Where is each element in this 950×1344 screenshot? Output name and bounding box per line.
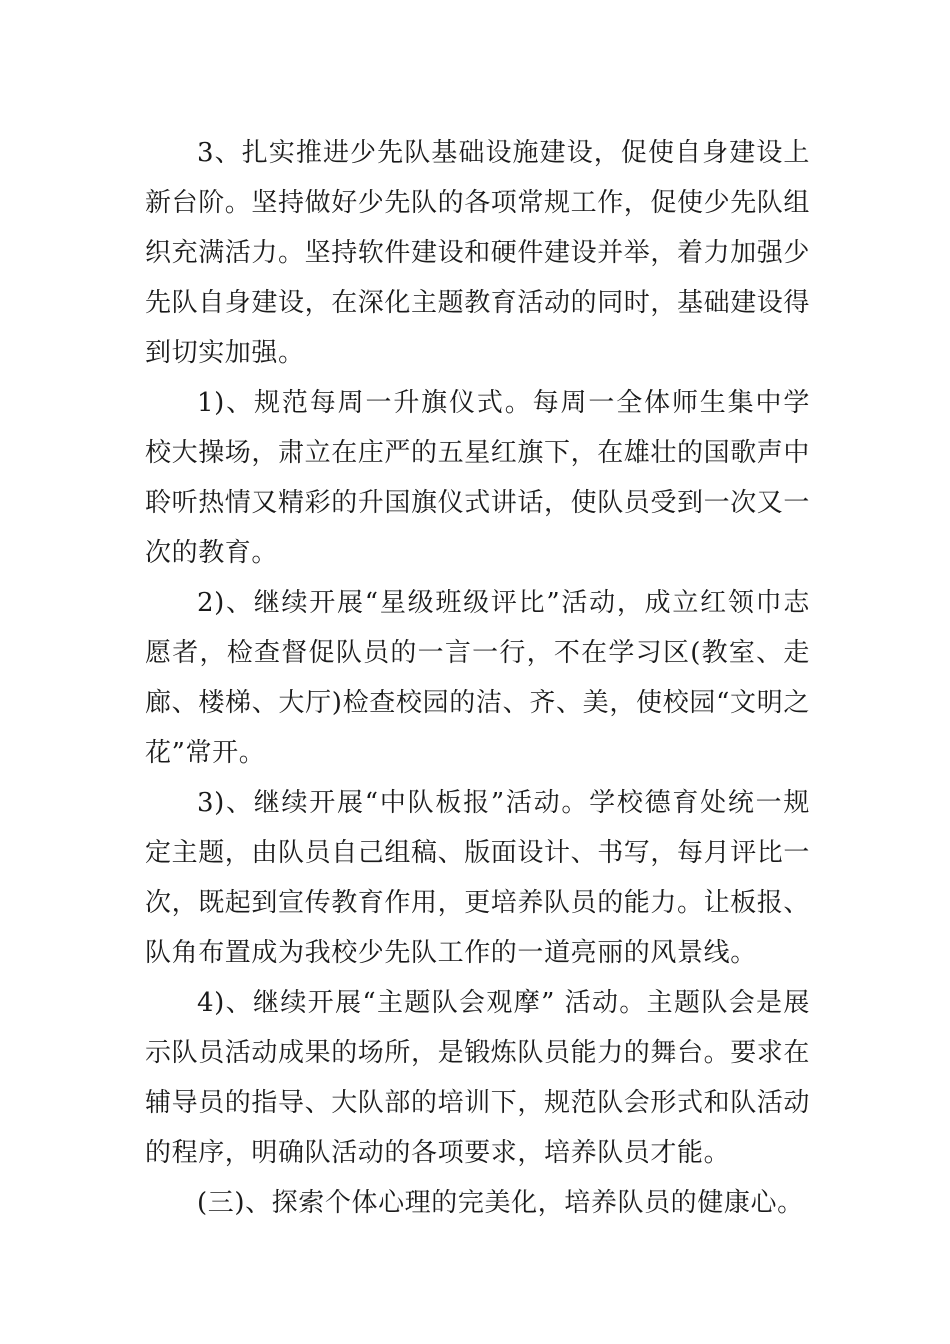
- paragraph-star-class: 2)、继续开展“星级班级评比”活动，成立红领巾志愿者，检查督促队员的一言一行，不在学习区(教室、走廊、楼梯、大厅)检查校园的洁、齐、美，使校园“文明之花”常开。: [145, 588, 810, 768]
- paragraph-theme-meeting: 4)、继续开展“主题队会观摩” 活动。主题队会是展示队员活动成果的场所，是锻炼队员能力的舞台。要求在辅导员的指导、大队部的培训下，规范队会形式和队活动的程序，明确队活动的各项要求，培养队员才能。: [145, 988, 811, 1168]
- document-body: [145, 128, 810, 1228]
- paragraph-flag-ceremony: 1)、规范每周一升旗仪式。每周一全体师生集中学校大操场，肃立在庄严的五星红旗下，在雄壮的国歌声中聆听热情又精彩的升国旗仪式讲话，使队员受到一次又一次的教育。: [145, 388, 811, 568]
- paragraph-section-three: (三)、探索个体心理的完美化，培养队员的健康心。: [197, 1188, 804, 1218]
- paragraph-blackboard: 3)、继续开展“中队板报”活动。学校德育处统一规定主题，由队员自己组稿、版面设计、书写，每月评比一次，既起到宣传教育作用，更培养队员的能力。让板报、队角布置成为我校少先队工作的一道亮丽的风景线。: [145, 788, 811, 968]
- paragraph-infrastructure: 3、扎实推进少先队基础设施建设，促使自身建设上新台阶。坚持做好少先队的各项常规工作，促使少先队组织充满活力。坚持软件建设和硬件建设并举，着力加强少先队自身建设，在深化主题教育活动的同时，基础建设得到切实加强。: [145, 138, 811, 368]
